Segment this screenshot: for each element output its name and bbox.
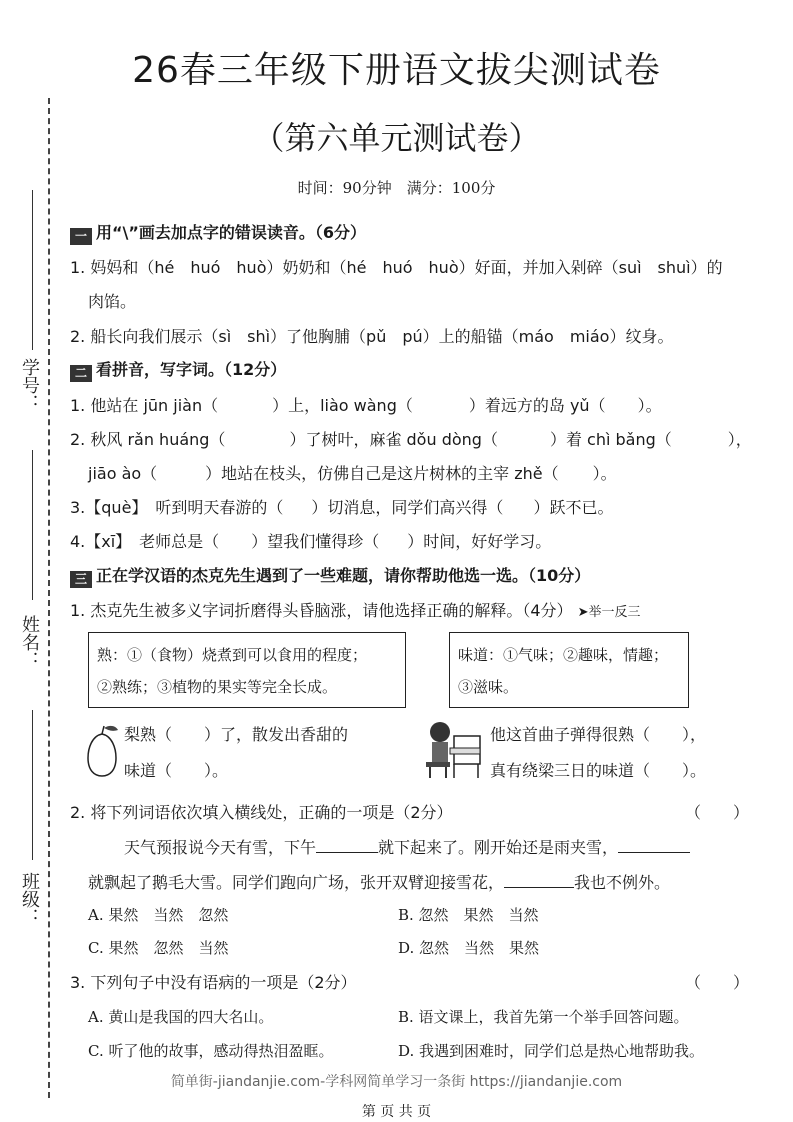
section-3-heading	[70, 563, 590, 588]
s3-q1: 1. 杰克先生被多义字词折磨得头昏脑涨，请他选择正确的解释。（4分） ➤举一反三	[70, 601, 641, 620]
q3-option-b[interactable]: B. 语文课上，我首先第一个举手回答问题。	[398, 1008, 689, 1026]
q2-option-d[interactable]: D. 忽然 当然 果然	[398, 939, 540, 957]
q2-option-c[interactable]: C. 果然 忽然 当然	[88, 939, 229, 957]
piano-line-2: 真有绕梁三日的味道（ ）。	[490, 761, 707, 780]
name-label: 姓名：	[19, 615, 40, 669]
fill-blank-1[interactable]	[316, 852, 378, 853]
s2-q4: 4.【xī】 老师总是（ ）望我们懂得珍（ ）时间，好好学习。	[70, 532, 552, 551]
s2-q2-line2: jiāo ào（ ）地站在枝头，仿佛自己是这片树林的主宰 zhě（ ）。	[88, 464, 617, 483]
s2-q3: 3.【què】 听到明天春游的（ ）切消息，同学们高兴得（ ）跃不已。	[70, 498, 614, 517]
s3-q2-passage-1: 天气预报说今天有雪，下午 就下起来了。刚开始还是雨夹雪，	[124, 835, 690, 858]
s2-q1: 1. 他站在 jūn jiàn（ ）上，liào wàng（ ）着远方的岛 yǔ（ ）。	[70, 396, 662, 415]
student-no-line	[32, 190, 33, 350]
definition-box-shu: 熟：①（食物）烧煮到可以食用的程度； ②熟练；③植物的果实等完全长成。	[88, 632, 406, 708]
class-label: 班级：	[19, 872, 40, 926]
answer-paren-q2[interactable]: （ ）	[685, 803, 750, 822]
s2-q2-line1: 2. 秋风 rǎn huáng（ ）了树叶，麻雀 dǒu dòng（ ）着 chì bǎng（ ），	[70, 430, 752, 449]
section-1-heading	[70, 220, 366, 245]
q3-option-d[interactable]: D. 我遇到困难时，同学们总是热心地帮助我。	[398, 1042, 705, 1060]
q3-option-a[interactable]: A. 黄山是我国的四大名山。	[88, 1008, 274, 1026]
fill-blank-2[interactable]	[618, 852, 690, 853]
fill-blank-3[interactable]	[504, 887, 574, 888]
page-number: 第 页 共 页	[361, 1104, 432, 1120]
s3-q2-passage-2: 就飘起了鹅毛大雪。同学们跑向广场，张开双臂迎接雪花， 我也不例外。	[88, 873, 671, 892]
s1-q2: 2. 船长向我们展示（sì shì）了他胸脯（pǔ pú）上的船锚（máo miáo）纹身。	[70, 327, 674, 346]
tag-label: ➤举一反三	[577, 605, 641, 620]
piano-player-icon	[420, 718, 484, 780]
q3-option-c[interactable]: C. 听了他的故事，感动得热泪盈眶。	[88, 1042, 334, 1060]
page-title: 26春三年级下册语文拔尖测试卷	[132, 50, 661, 91]
piano-line-1: 他这首曲子弹得很熟（ ），	[490, 725, 707, 744]
class-line	[32, 710, 33, 860]
section-number: 一	[70, 228, 92, 245]
pear-line-2: 味道（ ）。	[124, 761, 229, 780]
pear-icon	[82, 722, 122, 778]
s1-q1-line1: 1. 妈妈和（hé huó huò）奶奶和（hé huó huò）好面，并加入剁碎（suì shuì）的	[70, 258, 723, 277]
time-score: 时间：90分钟 满分：100分	[297, 179, 496, 197]
section-title: 用“\”画去加点字的错误读音。（6分）	[96, 223, 367, 242]
section-title: 看拼音，写字词。（12分）	[96, 360, 287, 379]
section-2-heading	[70, 357, 286, 382]
q2-option-a[interactable]: A. 果然 当然 忽然	[88, 906, 229, 924]
section-number: 三	[70, 571, 92, 588]
s3-q2: 2. 将下列词语依次填入横线处，正确的一项是（2分）	[70, 803, 453, 822]
section-title: 正在学汉语的杰克先生遇到了一些难题，请你帮助他选一选。（10分）	[96, 566, 591, 585]
answer-paren-q3[interactable]: （ ）	[685, 973, 750, 992]
footer-watermark: 简单街-jiandanjie.com-学科网简单学习一条街 https://jiandanjie.com	[170, 1074, 623, 1090]
s1-q1-line2: 肉馅。	[88, 292, 137, 311]
page-subtitle: （第六单元测试卷）	[252, 119, 541, 157]
q2-option-b[interactable]: B. 忽然 果然 当然	[398, 906, 539, 924]
student-no-label: 学号：	[19, 358, 40, 412]
pear-line-1: 梨熟（ ）了，散发出香甜的	[124, 725, 349, 744]
s3-q3: 3. 下列句子中没有语病的一项是（2分）	[70, 973, 357, 992]
section-number: 二	[70, 365, 92, 382]
binding-dashed-line	[48, 98, 50, 1098]
definition-box-weidao: 味道：①气味；②趣味，情趣； ③滋味。	[449, 632, 689, 708]
name-line	[32, 450, 33, 600]
